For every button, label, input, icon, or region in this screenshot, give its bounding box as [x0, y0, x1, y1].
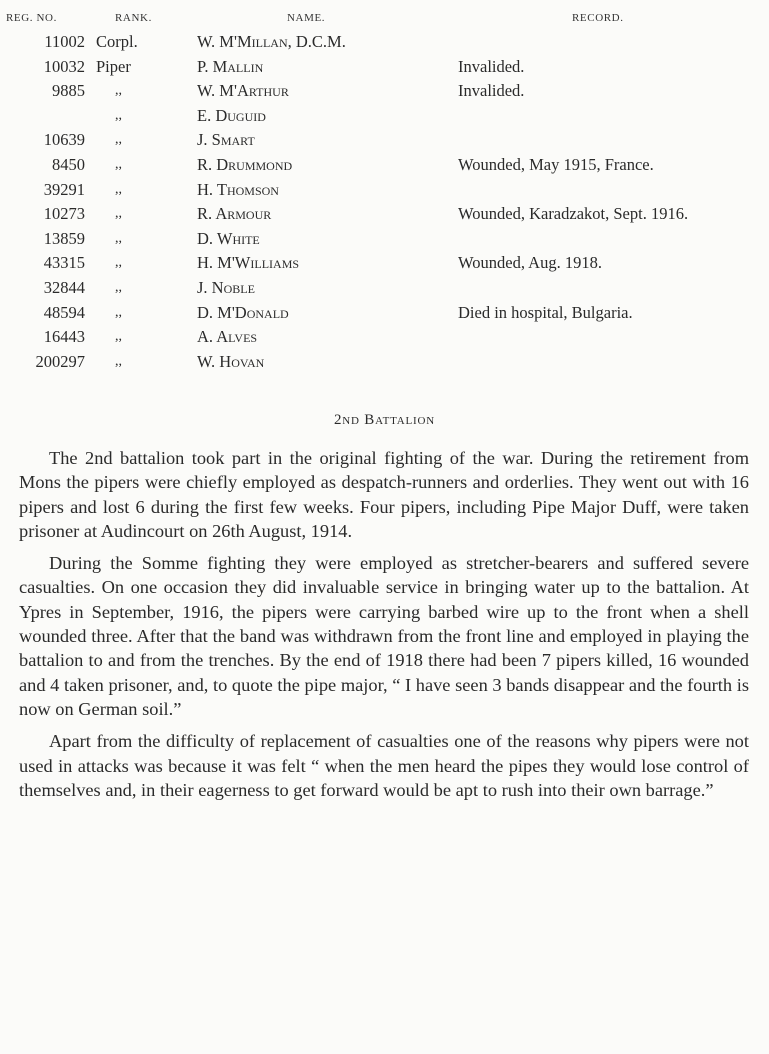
rank-cell: ,,: [115, 83, 122, 99]
body-paragraph: The 2nd battalion took part in the original fighting of the war. During the retirement from Mons the pipers were chiefly employed as despatch-runners and orderlies. They went out with 16 pipers and lost 6 during the first few weeks. Four pipers, including Pipe Major Duff, were taken prisoner at Audincourt on 26th August, 1914.: [19, 448, 749, 541]
rank-cell: ,,: [115, 279, 122, 295]
record-cell: Wounded, Karadzakot, Sept. 1916.: [458, 204, 689, 224]
name-cell: W. Hovan: [197, 351, 265, 371]
table-row: [0, 301, 769, 326]
record-cell: Wounded, May 1915, France.: [458, 154, 654, 174]
reg-no-cell: 10032: [43, 56, 85, 76]
body-paragraph: During the Somme fighting they were employed as stretcher-bearers and suffered severe casualties. On one occasion they did invaluable service in bringing water up to the battalion. At Ypres in September, 1916, the pipers were carrying barbed wire up to the front when a shell wounded three. After that the band was withdrawn from the front line and employed in playing the battalion to and from the trenches. By the end of 1918 there had been 7 pipers killed, 16 wounded and 4 taken prisoner, and, to quote the pipe major, “ I have seen 3 bands disappear and the fourth is now on German soil.”: [19, 553, 749, 719]
reg-no-cell: 43315: [43, 253, 85, 273]
section-heading: 2nd Battalion: [333, 412, 436, 428]
header-record: RECORD.: [572, 12, 624, 24]
header-reg-no: REG. NO.: [6, 12, 57, 24]
rank-cell: Piper: [96, 56, 131, 76]
rank-cell: ,,: [115, 206, 122, 222]
header-rank: RANK.: [115, 12, 152, 24]
name-cell: J. Noble: [197, 277, 255, 297]
table-row: [0, 202, 769, 227]
table-row: [0, 178, 769, 203]
roll-table-header: [0, 8, 769, 30]
name-cell: E. Duguid: [197, 105, 266, 125]
roll-table-body: [0, 30, 769, 374]
name-cell: R. Drummond: [197, 154, 293, 174]
rank-cell: Corpl.: [96, 32, 138, 51]
table-row: [0, 104, 769, 129]
table-row: [0, 55, 769, 80]
reg-no-cell: 10273: [43, 204, 85, 224]
reg-no-cell: 200297: [35, 351, 85, 371]
table-row: [0, 153, 769, 178]
table-row: [0, 128, 769, 153]
section-body: [19, 446, 749, 810]
table-row: [0, 251, 769, 276]
table-row: [0, 276, 769, 301]
name-cell: W. M'Arthur: [197, 81, 289, 101]
record-cell: Invalided.: [458, 81, 525, 101]
record-cell: Died in hospital, Bulgaria.: [458, 302, 633, 322]
rank-cell: ,,: [115, 181, 122, 197]
reg-no-cell: 48594: [43, 302, 85, 322]
table-row: [0, 350, 769, 375]
name-cell: R. Armour: [197, 204, 272, 224]
rank-cell: ,,: [115, 329, 122, 345]
name-cell: H. Thomson: [197, 179, 279, 199]
rank-cell: ,,: [115, 156, 122, 172]
name-cell: W. M'Millan, D.C.M.: [197, 32, 346, 51]
reg-no-cell: 8450: [52, 154, 85, 174]
pipers-roll-table: [0, 8, 769, 374]
body-paragraph: Apart from the difficulty of replacement of casualties one of the reasons why pipers were not used in attacks was because it was felt “ when the men heard the pipes they would lose control of themselves and, in their eagerness to get forward would be apt to rush into their own barrage.”: [19, 731, 749, 800]
table-row: [0, 325, 769, 350]
reg-no-cell: 39291: [43, 179, 85, 199]
table-row: [0, 227, 769, 252]
name-cell: H. M'Williams: [197, 253, 300, 273]
reg-no-cell: 16443: [43, 327, 85, 347]
reg-no-cell: 10639: [43, 130, 85, 150]
reg-no-cell: 32844: [43, 277, 85, 297]
name-cell: J. Smart: [197, 130, 255, 150]
reg-no-cell: 13859: [43, 228, 85, 248]
rank-cell: ,,: [115, 304, 122, 320]
name-cell: P. Mallin: [197, 56, 264, 76]
table-row: [0, 79, 769, 104]
record-cell: Wounded, Aug. 1918.: [458, 253, 602, 273]
rank-cell: ,,: [115, 107, 122, 123]
rank-cell: ,,: [115, 132, 122, 148]
header-name: NAME.: [287, 12, 326, 24]
rank-cell: ,,: [115, 353, 122, 369]
rank-cell: ,,: [115, 230, 122, 246]
name-cell: A. Alves: [197, 327, 258, 347]
rank-cell: ,,: [115, 255, 122, 271]
reg-no-cell: 11002: [44, 32, 85, 51]
name-cell: D. M'Donald: [197, 302, 289, 322]
record-cell: Invalided.: [458, 56, 525, 76]
name-cell: D. White: [197, 228, 260, 248]
table-row: [0, 30, 769, 55]
reg-no-cell: 9885: [52, 81, 85, 101]
